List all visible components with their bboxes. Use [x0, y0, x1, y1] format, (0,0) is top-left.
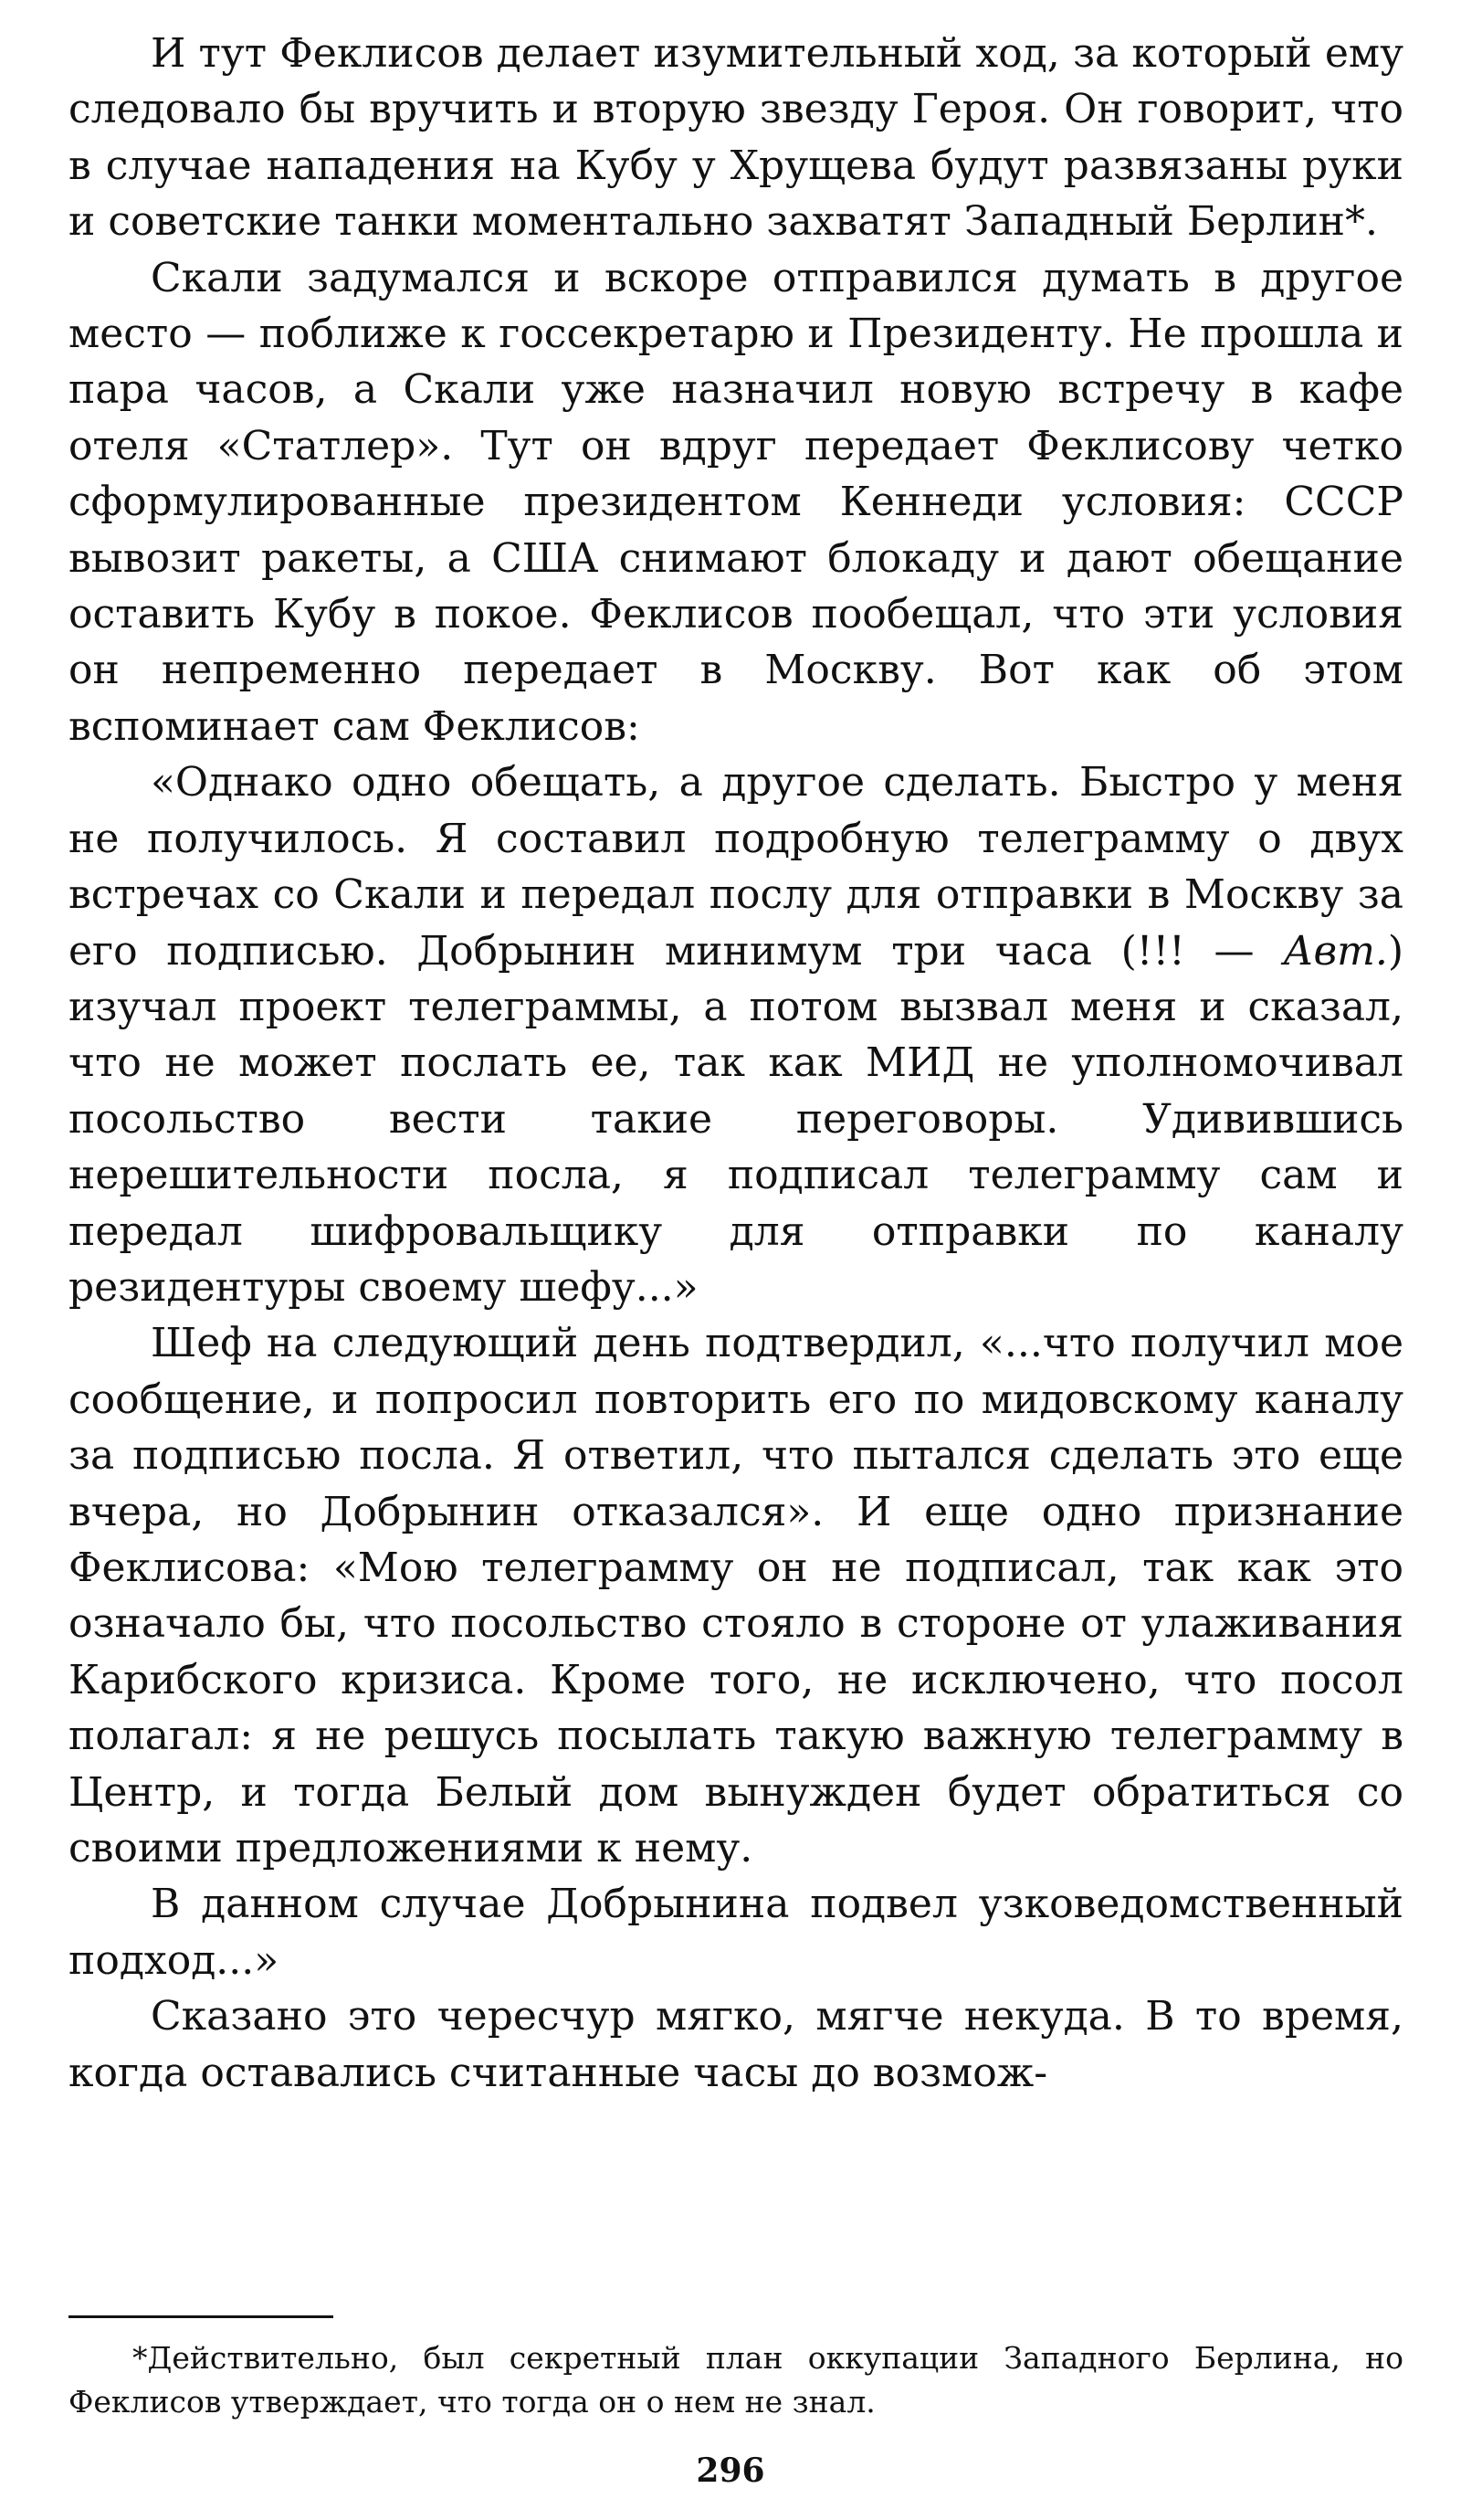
paragraph-4: Шеф на следующий день подтвердил, «...что получил мое сообщение, и попросил повторить его по мидовскому каналу за подписью посла. Я ответил, что пытался сделать это еще вчера, но Добрынин отказался». И еще одно признание Феклисова: «Мою телеграмму он не подписал, так как это означало бы, что посольство стояло в стороне от улаживания Карибского кризиса. Кроме того, не исключено, что посол полагал: я не решусь посылать такую важную телеграмму в Центр, и тогда Белый дом вынужден будет обратиться со своими предложениями к нему. [68, 1320, 1403, 1872]
paragraph-3-part-b: ) изучал проект телеграммы, а потом вызвал меня и сказал, что не может послать ее, так как МИД не уполномочивал посольство вести такие переговоры. Удивившись нерешительности посла, я подписал телеграмму сам и передал шифровальщику для отправки по каналу резидентуры своему шефу...» [68, 927, 1403, 1311]
paragraph-3-part-a: «Однако одно обещать, а другое сделать. Быстро у меня не получилось. Я составил подробную телеграмму о двух встречах со Скали и передал послу для отправки в Москву за его подписью. Добрынин минимум три часа (!!! — [68, 759, 1403, 975]
paragraph-2: Скали задумался и вскоре отправился думать в другое место — поближе к госсекретарю и Президенту. Не прошла и пара часов, а Скали уже назначил новую встречу в кафе отеля «Статлер». Тут он вдруг передает Феклисову четко сформулированные президентом Кеннеди условия: СССР вывозит ракеты, а США снимают блокаду и дают обещание оставить Кубу в покое. Феклисов пообещал, что эти условия он непременно передает в Москву. Вот как об этом вспоминает сам Феклисов: [68, 254, 1403, 750]
footnote-text: *Действительно, был секретный план оккупации Западного Берлина, но Феклисов утверждает, что тогда он о нем не знал. [68, 2340, 1403, 2420]
page-number: 296 [696, 2451, 765, 2490]
author-note: Авт. [1283, 927, 1388, 975]
paragraph-1: И тут Феклисов делает изумительный ход, за который ему следовало бы вручить и вторую звезду Героя. Он говорит, что в случае нападения на Кубу у Хрущева будут развязаны руки и советские танки моментально захватят Западный Берлин*. [68, 30, 1403, 246]
footnote [68, 2336, 1403, 2424]
paragraph-5: В данном случае Добрынина подвел узковедомственный подход...» [68, 1881, 1403, 1984]
main-text [68, 26, 1403, 2101]
paragraph-3 [68, 754, 1403, 1315]
paragraph-6: Сказано это чересчур мягко, мягче некуда. В то время, когда оставались считанные часы до возмож- [68, 1993, 1403, 2096]
footnote-divider [68, 2315, 333, 2318]
